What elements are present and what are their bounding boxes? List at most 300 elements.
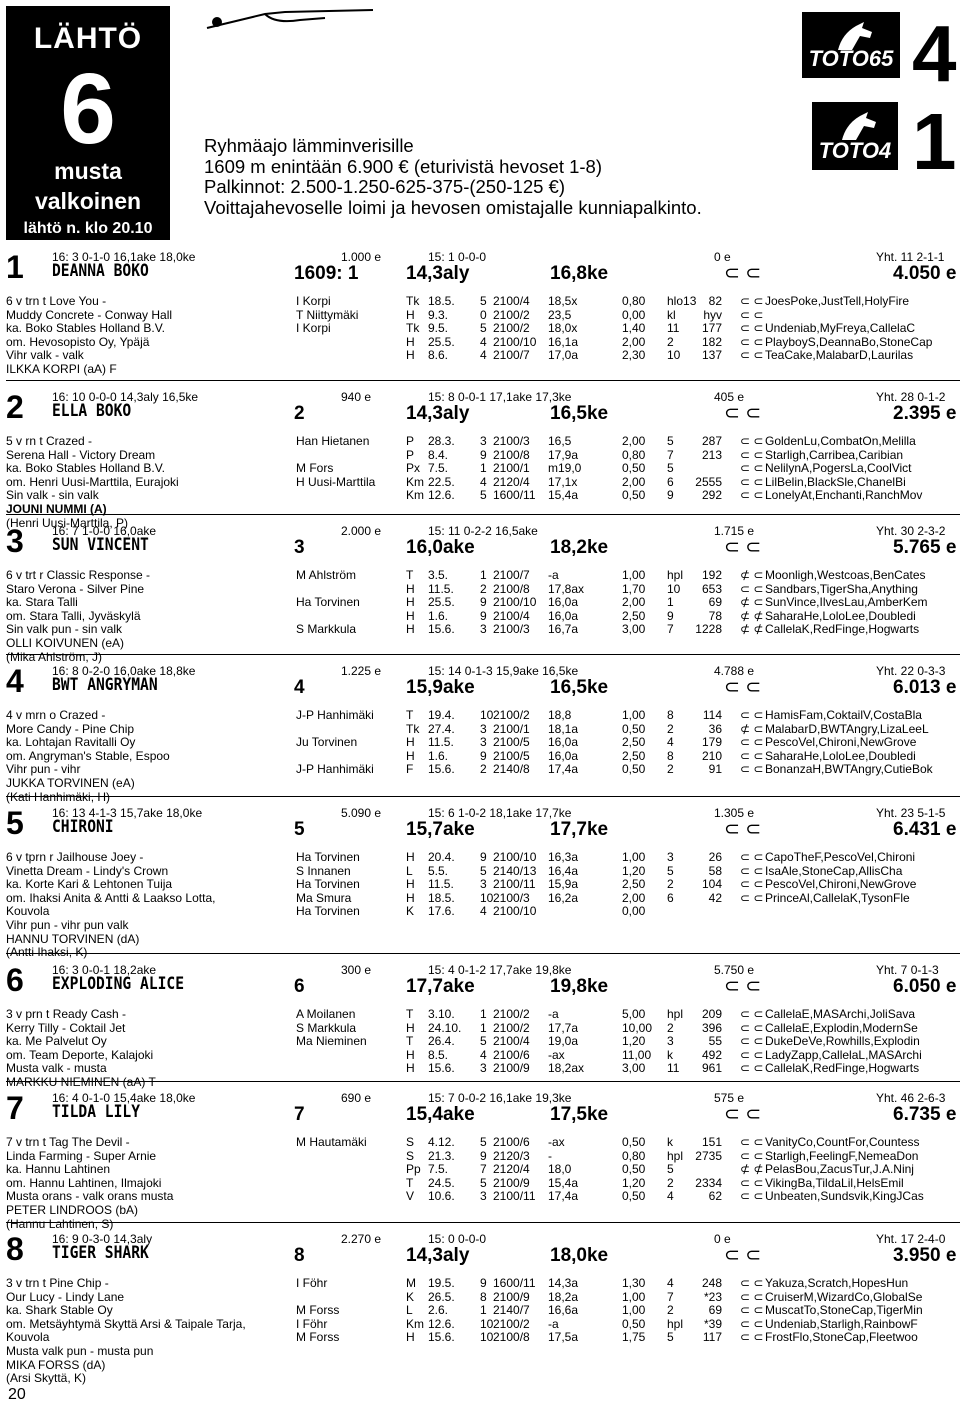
toto4-label: TOTO4 (818, 138, 892, 163)
start-cell: 1,00 (622, 1303, 646, 1318)
horse-info-line: Kouvola (6, 904, 50, 919)
start-cell: ⊄ ⊄ (740, 608, 764, 623)
start-cell: 1,00 (622, 708, 646, 722)
start-cell: 137 (701, 348, 722, 363)
start-cell: TeaCake,MalabarD,Laurilas (765, 348, 914, 363)
start-cell: ⊂ ⊂ (740, 434, 764, 448)
stats-2016: 16: 4 0-1-0 15,4ake 18,0ke (52, 1091, 196, 1105)
horse-name: SUN VINCENT (52, 535, 149, 555)
start-cell: 2100/1 (493, 461, 530, 476)
start-cell: 17,4a (548, 762, 579, 777)
race-color-2: valkoinen (34, 188, 142, 214)
start-driver: I Föhr (296, 1276, 328, 1290)
start-driver: Han Hietanen (296, 434, 370, 448)
start-cell: 19.4. (428, 708, 455, 722)
start-cell: 1,30 (622, 1276, 646, 1290)
start-cell: Starligh,FeelingF,NemeaDon (765, 1148, 919, 1163)
horse-info-line: Muddy Concrete - Conway Hall (6, 307, 173, 322)
start-cell: 248 (701, 1276, 722, 1290)
start-cell: 3 (480, 721, 487, 736)
start-cell: H (406, 622, 415, 637)
start-cell: H (406, 1047, 415, 1062)
money-2016: 940 e (341, 390, 372, 404)
start-cell: 1.6. (428, 608, 449, 623)
horse-entry (0, 244, 960, 384)
start-cell: 6 (667, 890, 674, 905)
horse-info-line: Our Lucy - Lindy Lane (6, 1289, 125, 1304)
start-cell: LilBelin,BlackSle,ChanelBi (765, 474, 906, 489)
start-cell: 0,50 (622, 1189, 646, 1204)
start-cell: 24.10. (428, 1020, 462, 1035)
start-cell: 2,00 (622, 334, 646, 349)
start-cell: 2120/4 (493, 474, 530, 489)
start-cell: MuscatTo,StoneCap,TigerMin (765, 1303, 923, 1318)
start-driver: M Hautamäki (296, 1135, 367, 1149)
start-cell: 26.4. (428, 1034, 455, 1049)
start-cell: 1,70 (622, 581, 646, 596)
start-cell: 2100/4 (493, 608, 530, 623)
start-driver: Ma Nieminen (296, 1034, 367, 1049)
horse-entry (0, 1226, 960, 1386)
start-cell: 8 (667, 748, 674, 763)
start-cell: 210 (701, 748, 722, 763)
start-cell: 18,0x (548, 321, 578, 336)
stats-2016: 16: 3 0-1-0 16,1ake 18,0ke (52, 250, 196, 264)
best-time-volt: 18,2ke (550, 537, 609, 558)
start-cell: 11 (667, 321, 680, 336)
start-cell: Km (406, 1316, 424, 1331)
start-cell: H (406, 1061, 415, 1076)
start-cell: 1600/11 (493, 1276, 536, 1290)
start-cell: 5 (667, 461, 674, 476)
start-cell: 5 (667, 863, 674, 878)
start-cell: 2100/10 (493, 904, 537, 919)
stats-2016: 16: 10 0-0-0 14,3aly 16,5ke (52, 390, 199, 404)
start-cell: ⊂ ⊂ (740, 334, 764, 349)
start-cell: 2100/2 (493, 1316, 530, 1331)
start-driver: S Markkula (296, 622, 357, 637)
start-cell: 17,7a (548, 1020, 579, 1035)
money-2015: 0 e (714, 1232, 731, 1246)
start-cell: 17,5a (548, 1330, 579, 1345)
start-cell: 4 (480, 348, 487, 363)
start-cell: FrostFlo,StoneCap,Fleetwoo (765, 1330, 918, 1345)
start-cell: 4.12. (428, 1135, 455, 1149)
start-cell: 5 (480, 488, 487, 503)
start-cell: 209 (701, 1007, 722, 1021)
start-cell: 2 (480, 581, 487, 596)
start-cell: 5 (667, 1330, 674, 1345)
start-cell: 1,20 (622, 1175, 646, 1190)
start-cell: 18,2a (548, 1289, 579, 1304)
start-cell: PlayboyS,DeannaBo,StoneCap (765, 334, 933, 349)
start-cell: LonelyAt,Enchanti,RanchMov (765, 488, 923, 503)
start-cell: Undeniab,Starligh,RainbowF (765, 1316, 918, 1331)
start-cell: ⊂ ⊂ (740, 890, 764, 905)
horse-info-line: 4 v mrn o Crazed - (6, 708, 106, 722)
start-cell: H (406, 581, 415, 596)
race-number: 6 (60, 53, 116, 165)
horse-info-line: JOUNI NUMMI (A) (6, 502, 107, 516)
start-cell: 2100/8 (493, 581, 530, 596)
start-cell: 3 (480, 877, 487, 892)
start-cell: 8.6. (428, 348, 449, 363)
money-2015: 575 e (714, 1091, 745, 1105)
horse-name: ELLA BOKO (52, 401, 132, 421)
start-cell: H (406, 608, 415, 623)
horse-number: 1 (6, 249, 24, 285)
horse-info-line: 6 v trt r Classic Response - (6, 568, 151, 582)
start-cell: Km (406, 474, 424, 489)
start-cell: IsaAle,StoneCap,AllisCha (765, 863, 903, 878)
start-cell: NelilynA,PogersLa,CoolVict (765, 461, 912, 476)
start-track-number: 8 (294, 1245, 305, 1266)
horse-info-line: PETER LINDROOS (bA) (6, 1203, 139, 1217)
start-cell: 2100/11 (493, 1189, 536, 1204)
start-cell: 182 (701, 334, 722, 349)
start-cell: 7.5. (428, 1162, 449, 1177)
start-cell: 16,6a (548, 1303, 579, 1318)
money-2015: 1.715 e (714, 524, 755, 538)
start-cell: 2 (667, 1020, 674, 1035)
start-cell: 0,50 (622, 1316, 646, 1331)
start-cell: 17.6. (428, 904, 455, 919)
start-cell: 9 (480, 447, 487, 462)
stats-2015: 15: 0 0-0-0 (428, 1232, 487, 1246)
start-cell: 21.3. (428, 1148, 455, 1163)
stats-2016: 16: 7 1-0-0 16,0ake (52, 524, 157, 538)
best-time-auto: 15,7ake (406, 819, 475, 840)
horse-info-line: Kouvola (6, 1330, 50, 1345)
start-cell: 2,30 (622, 348, 646, 363)
start-cell: 69 (708, 595, 722, 610)
start-cell: hpl (667, 568, 684, 582)
best-time-auto: 17,7ake (406, 976, 475, 997)
start-cell: 2100/9 (493, 1061, 530, 1076)
start-cell: H (406, 1020, 415, 1035)
start-cell: 5 (480, 1135, 487, 1149)
horse-info-line: om. Henri Uusi-Marttila, Eurajoki (6, 474, 179, 489)
horse-number: 7 (6, 1090, 24, 1126)
start-track-number: 1609: 1 (294, 263, 359, 284)
stats-2016: 16: 9 0-3-0 14,3aly (52, 1232, 153, 1246)
start-cell: 0,50 (622, 762, 646, 777)
shoe-info: ⊂ ⊂ (724, 1104, 762, 1125)
horse-name: TILDA LILY (52, 1102, 141, 1122)
start-cell: 2100/2 (493, 1020, 530, 1035)
entry-separator (6, 1081, 960, 1082)
start-cell: - (548, 1148, 552, 1163)
horse-entry (0, 800, 960, 960)
career-total: Yht. 30 2-3-2 (876, 524, 946, 538)
start-cell: ⊂ ⊂ (740, 1020, 764, 1035)
start-cell: 16,0a (548, 595, 579, 610)
start-cell: Tk (406, 721, 420, 736)
start-cell: ⊂ ⊂ (740, 474, 764, 489)
start-cell: 177 (701, 321, 722, 336)
start-cell: 3 (480, 1061, 487, 1076)
start-cell: 17,8ax (548, 581, 585, 596)
start-cell: 2100/10 (493, 334, 537, 349)
shoe-info: ⊂ ⊂ (724, 537, 762, 558)
horse-info-line: (Antti Ihaksi, K) (6, 945, 88, 960)
toto65-leg-number: 4 (912, 9, 957, 98)
start-cell: ⊂ ⊂ (740, 447, 764, 462)
start-cell: 15,9a (548, 877, 579, 892)
horse-name: DEANNA BOKO (52, 261, 149, 281)
money-2015: 5.750 e (714, 963, 755, 977)
start-cell: 2100/4 (493, 294, 530, 308)
start-driver: Ha Torvinen (296, 877, 360, 892)
horse-info-line: om. Angryman's Stable, Espoo (6, 748, 170, 763)
start-cell: 2100/8 (493, 447, 530, 462)
start-cell: 2100/2 (493, 307, 530, 322)
race-condition-line: Palkinnot: 2.500-1.250-625-375-(250-125 €) (204, 176, 565, 197)
start-cell: 16,0a (548, 608, 579, 623)
start-cell: 2555 (695, 474, 722, 489)
money-2016: 2.270 e (341, 1232, 382, 1246)
start-cell: 3 (480, 434, 487, 448)
start-cell: ⊄ ⊂ (740, 721, 764, 736)
start-cell: 9 (480, 748, 487, 763)
stats-2016: 16: 8 0-2-0 16,0ake 18,8ke (52, 664, 196, 678)
start-cell: 26 (708, 850, 722, 864)
start-driver: M Forss (296, 1303, 340, 1318)
start-cell: CallelaK,RedFinge,Hogwarts (765, 1061, 920, 1076)
start-cell: PescoVel,Chironi,NewGrove (765, 877, 917, 892)
start-cell: HamisFam,CoktailV,CostaBla (765, 708, 922, 722)
start-cell: M (406, 1276, 416, 1290)
start-cell: hlo13 (667, 294, 697, 308)
horse-info-line: ka. Me Palvelut Oy (6, 1034, 107, 1049)
start-cell: hpl (667, 1148, 684, 1163)
start-cell: 2 (667, 762, 674, 777)
start-cell: 9 (480, 1148, 487, 1163)
best-time-volt: 18,0ke (550, 1245, 609, 1266)
money-2016: 690 e (341, 1091, 372, 1105)
start-cell: VikingBa,TildaLil,HelsEmil (765, 1175, 904, 1190)
start-cell: 18,5x (548, 294, 578, 308)
start-cell: 2100/6 (493, 1135, 530, 1149)
start-cell: K (406, 904, 415, 919)
start-cell: 16,1a (548, 334, 579, 349)
race-label: LÄHTÖ (33, 22, 143, 55)
entry-separator (6, 1222, 960, 1223)
start-cell: 9.3. (428, 307, 449, 322)
start-cell: 2100/3 (493, 434, 530, 448)
start-cell: ⊂ ⊂ (740, 762, 764, 777)
best-time-volt: 16,5ke (550, 677, 609, 698)
money-2015: 0 e (714, 250, 731, 264)
start-cell: 0 (480, 307, 487, 322)
start-cell: 4 (667, 1276, 674, 1290)
career-earnings: 6.013 e (893, 677, 957, 698)
horse-info-line: Vinetta Dream - Lindy's Crown (6, 863, 169, 878)
start-cell: 213 (701, 447, 722, 462)
race-condition-line: Ryhmäajo lämminverisille (204, 135, 414, 156)
horse-info-line: Musta valk pun - musta pun (6, 1344, 154, 1358)
start-cell: 1 (480, 1020, 487, 1035)
start-cell: 4 (480, 1047, 487, 1062)
start-cell: 2100/2 (493, 321, 530, 336)
start-cell: SaharaHe,LoloLee,Doubledi (765, 608, 916, 623)
start-cell: 2735 (695, 1148, 722, 1163)
start-cell: 10 (480, 1316, 494, 1331)
start-cell: ⊂ ⊂ (740, 877, 764, 892)
horse-info-line: More Candy - Pine Chip (6, 721, 135, 736)
page-number: 20 (8, 1386, 26, 1403)
start-cell: 2,50 (622, 608, 646, 623)
start-cell: 287 (701, 434, 722, 448)
start-cell: 2,50 (622, 735, 646, 750)
start-cell: -ax (548, 1135, 565, 1149)
start-cell: 3,00 (622, 622, 646, 637)
horse-info-line: 3 v trn t Pine Chip - (6, 1276, 109, 1290)
start-cell: 18,1a (548, 721, 579, 736)
best-time-volt: 16,5ke (550, 403, 609, 424)
start-cell: 9.5. (428, 321, 449, 336)
start-track-number: 5 (294, 819, 305, 840)
horse-entry (0, 515, 960, 664)
race-condition-line: Voittajahevoselle loimi ja hevosen omistajalle kunniapalkinto. (204, 196, 702, 218)
start-cell: 6 (667, 474, 674, 489)
start-cell: 1228 (695, 622, 722, 637)
horse-info-line: 3 v prn t Ready Cash - (6, 1007, 127, 1021)
start-cell: P (406, 434, 415, 448)
money-2016: 2.000 e (341, 524, 382, 538)
start-cell: 5.5. (428, 863, 449, 878)
start-cell: 0,00 (622, 307, 646, 322)
race-start-time: lähtö n. klo 20.10 (23, 220, 153, 237)
start-cell: -a (548, 568, 559, 582)
start-driver: I Föhr (296, 1316, 328, 1331)
shoe-info: ⊂ ⊂ (724, 263, 762, 284)
start-cell: H (406, 348, 415, 363)
start-cell: 2,00 (622, 595, 646, 610)
start-cell: 1 (480, 1303, 487, 1318)
start-cell: 1.6. (428, 748, 449, 763)
start-cell: 12.6. (428, 488, 455, 503)
start-cell: 1,00 (622, 568, 646, 582)
start-cell: 2100/11 (493, 877, 536, 892)
start-cell: ⊂ ⊂ (740, 863, 764, 878)
horse-number: 2 (6, 389, 24, 425)
best-time-auto: 16,0ake (406, 537, 475, 558)
stats-2015: 15: 6 1-0-2 18,1ake 17,7ke (428, 806, 572, 820)
start-cell: ⊂ ⊂ (740, 1047, 764, 1062)
start-cell: Moonligh,Westcoas,BenCates (765, 568, 926, 582)
start-cell: JoesPoke,JustTell,HolyFire (765, 294, 910, 308)
start-cell: 5 (480, 1034, 487, 1049)
horse-info-line: Vihr pun - vihr (6, 762, 81, 777)
start-cell: H (406, 850, 415, 864)
start-driver: I Korpi (296, 321, 331, 336)
start-cell: 25.5. (428, 334, 455, 349)
start-driver: S Markkula (296, 1020, 357, 1035)
career-total: Yht. 22 0-3-3 (876, 664, 946, 678)
best-time-volt: 17,7ke (550, 819, 609, 840)
shoe-info: ⊂ ⊂ (724, 677, 762, 698)
start-cell: 9 (667, 488, 674, 503)
start-cell: 1 (667, 595, 674, 610)
horse-info-line: om. Stara Talli, Jyväskylä (6, 608, 141, 623)
money-2016: 300 e (341, 963, 372, 977)
start-cell: 12.6. (428, 1316, 455, 1331)
horse-info-line: Linda Farming - Super Arnie (6, 1148, 157, 1163)
horse-info-line: OLLI KOIVUNEN (eA) (6, 636, 125, 650)
start-cell: L (406, 1303, 413, 1318)
horse-info-line: ka. Lohtajan Ravitalli Oy (6, 735, 136, 750)
start-cell: 4 (480, 474, 487, 489)
start-cell: F (406, 762, 414, 777)
start-cell: SaharaHe,LoloLee,Doubledi (765, 748, 916, 763)
horse-info-line: 6 v tprn r Jailhouse Joey - (6, 850, 144, 864)
stats-2015: 15: 8 0-0-1 17,1ake 17,3ke (428, 390, 572, 404)
start-cell: BonanzaH,BWTAngry,CutieBok (765, 762, 933, 777)
start-cell: 1 (480, 568, 487, 582)
start-cell: 10 (480, 1330, 494, 1345)
horse-info-line: MIKA FORSS (dA) (6, 1357, 106, 1372)
start-cell: Yakuza,Scratch,HopesHun (765, 1276, 909, 1290)
start-cell: 8 (667, 708, 674, 722)
horse-info-line: Vihr pun - vihr pun valk (6, 918, 129, 932)
start-cell: 2100/1 (493, 721, 530, 736)
start-cell: 114 (702, 708, 722, 722)
start-cell: MalabarD,BWTAngry,LizaLeeL (765, 721, 929, 736)
toto65-label: TOTO65 (808, 46, 894, 71)
start-cell: 2100/10 (493, 850, 537, 864)
start-cell: hpl (667, 1007, 684, 1021)
start-cell: 2.6. (428, 1303, 449, 1318)
start-cell: ⊂ ⊂ (740, 1303, 764, 1318)
start-cell: 2100/7 (493, 348, 530, 363)
start-cell: *23 (703, 1289, 722, 1304)
start-cell: ⊂ ⊂ (740, 1148, 764, 1163)
start-cell: 15.6. (428, 1061, 455, 1076)
start-cell: 2100/6 (493, 1047, 530, 1062)
start-cell: 4 (667, 735, 674, 750)
start-driver: Ha Torvinen (296, 904, 360, 919)
stats-2015: 15: 4 0-1-2 17,7ake 19,8ke (428, 963, 572, 977)
start-cell: ⊂ ⊂ (740, 748, 764, 763)
start-cell: PelasBou,ZacusTur,J.A.Ninj (765, 1162, 914, 1177)
start-cell: 1,20 (622, 1034, 646, 1049)
start-cell: CallelaE,MASArchi,JoliSava (765, 1007, 916, 1021)
start-cell: 2100/8 (493, 1330, 530, 1345)
start-cell: Undeniab,MyFreya,CallelaC (765, 321, 916, 336)
start-cell: 117 (702, 1330, 722, 1345)
start-cell: ⊂ ⊂ (740, 1316, 764, 1331)
start-track-number: 3 (294, 537, 305, 558)
start-cell: 2 (667, 721, 674, 736)
horse-info-line: Sin valk - sin valk (6, 488, 99, 503)
start-cell: 7 (480, 1162, 487, 1177)
start-cell: hpl (667, 1316, 684, 1331)
start-cell: 5 (667, 1162, 674, 1177)
start-cell: hyv (703, 307, 722, 322)
start-cell: 18,2ax (548, 1061, 585, 1076)
start-cell: ⊂ ⊂ (740, 1276, 764, 1290)
start-cell: 1,40 (622, 321, 646, 336)
career-total: Yht. 23 5-1-5 (876, 806, 946, 820)
start-cell: 1600/11 (493, 488, 536, 503)
start-cell: 1,20 (622, 863, 646, 878)
start-cell: 0,50 (622, 488, 646, 503)
start-cell: 1,75 (622, 1330, 646, 1345)
horse-number: 6 (6, 962, 24, 998)
entry-separator (6, 380, 960, 381)
start-cell: 62 (708, 1189, 722, 1204)
